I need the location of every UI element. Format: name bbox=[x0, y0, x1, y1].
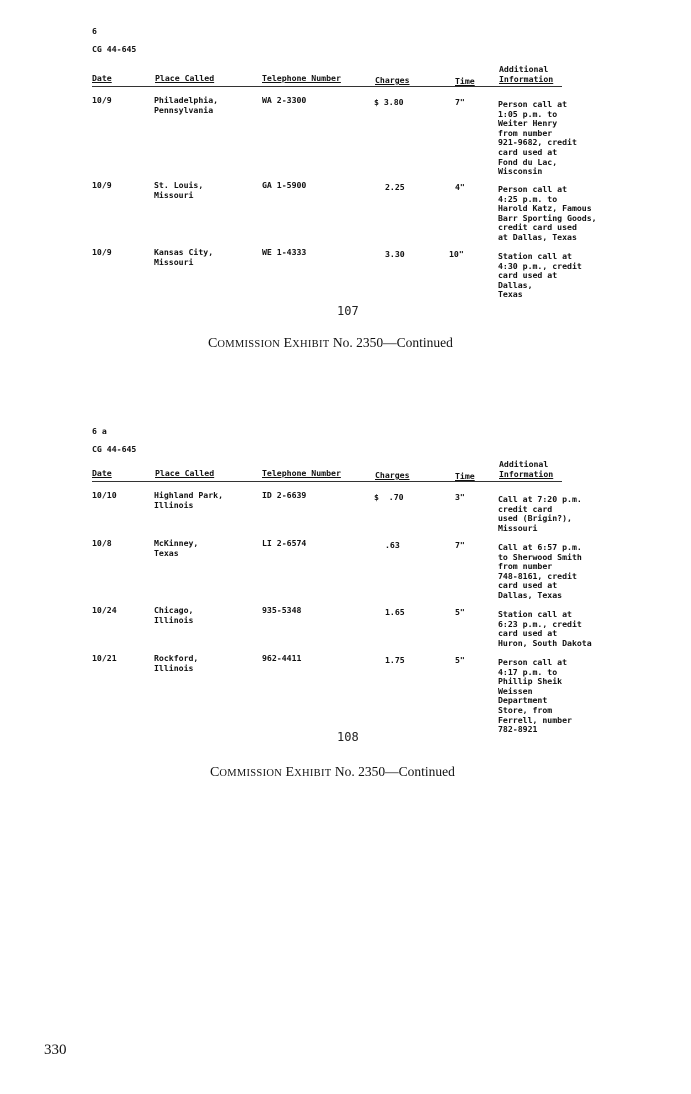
header-phone: Telephone Number bbox=[262, 73, 341, 83]
row-info: 6:23 p.m., credit bbox=[498, 618, 582, 629]
row-info: credit card bbox=[498, 503, 553, 514]
row-info: from number bbox=[498, 127, 553, 138]
row-charges: .63 bbox=[385, 540, 400, 550]
row-date: 10/8 bbox=[92, 538, 112, 548]
row-info: Harold Katz, Famous bbox=[498, 203, 592, 214]
row-info: card used at bbox=[498, 580, 558, 591]
header-info-line2: Information bbox=[499, 469, 554, 479]
row-info: Person call at bbox=[498, 99, 568, 109]
row-phone: 935-5348 bbox=[262, 605, 302, 615]
row-info: 748-8161, credit bbox=[498, 570, 577, 581]
caption-rest: No. 2350—Continued bbox=[334, 764, 455, 779]
caption-rest: No. 2350—Continued bbox=[332, 335, 453, 350]
row-info: Barr Sporting Goods, bbox=[498, 212, 597, 223]
row-phone: LI 2-6574 bbox=[262, 538, 307, 548]
header-place: Place Called bbox=[155, 468, 215, 478]
row-charges: 2.25 bbox=[385, 182, 405, 192]
header-charges: Charges bbox=[375, 470, 410, 480]
row-place: Highland Park, bbox=[154, 490, 224, 500]
row-date: 10/24 bbox=[92, 605, 117, 615]
row-info: Dallas, Texas bbox=[498, 590, 563, 600]
header-time: Time bbox=[455, 76, 475, 86]
row-info: card used at bbox=[498, 147, 558, 157]
row-info: Person call at bbox=[498, 657, 568, 667]
row-time: 7" bbox=[455, 97, 465, 107]
row-info: 782-8921 bbox=[498, 724, 538, 735]
row-place: St. Louis, bbox=[154, 180, 204, 190]
header-place: Place Called bbox=[155, 73, 215, 83]
row-place: Pennsylvania bbox=[154, 104, 214, 115]
row-time: 5" bbox=[455, 655, 465, 665]
row-info: credit card used bbox=[498, 222, 577, 233]
row-info: 4:17 p.m. to bbox=[498, 666, 558, 677]
caption-e: E bbox=[283, 336, 293, 351]
row-date: 10/9 bbox=[92, 95, 112, 105]
header-time: Time bbox=[455, 471, 475, 481]
row-info: Missouri bbox=[498, 522, 538, 533]
row-charges: 3.30 bbox=[385, 249, 405, 259]
row-info: from number bbox=[498, 561, 553, 572]
page-id: 6 a bbox=[92, 426, 107, 436]
row-info: Call at 6:57 p.m. bbox=[498, 542, 582, 552]
row-charges: 1.75 bbox=[385, 655, 405, 665]
row-info: Dallas, bbox=[498, 279, 533, 290]
row-info: 1:05 p.m. to bbox=[498, 108, 558, 119]
row-info: card used at bbox=[498, 628, 558, 639]
header-phone: Telephone Number bbox=[262, 468, 341, 478]
row-place: Missouri bbox=[154, 189, 194, 200]
row-date: 10/10 bbox=[92, 490, 117, 500]
exhibit-caption bbox=[208, 335, 453, 352]
row-phone: WA 2-3300 bbox=[262, 95, 307, 105]
row-info: Weiter Henry bbox=[498, 118, 558, 129]
caption-ommission: OMMISSION bbox=[219, 768, 283, 779]
row-phone: 962-4411 bbox=[262, 653, 302, 663]
row-info: card used at bbox=[498, 270, 558, 281]
exhibit-caption bbox=[210, 764, 455, 781]
file-number: CG 44-645 bbox=[92, 44, 137, 54]
row-charges: 1.65 bbox=[385, 607, 405, 617]
row-place: Missouri bbox=[154, 256, 194, 267]
header-date: Date bbox=[92, 73, 112, 83]
row-time: 7" bbox=[455, 540, 465, 550]
row-place: Illinois bbox=[154, 614, 194, 625]
header-charges: Charges bbox=[375, 75, 410, 85]
row-info: Store, from bbox=[498, 705, 553, 715]
row-info: to Sherwood Smith bbox=[498, 551, 582, 562]
row-phone: ID 2-6639 bbox=[262, 490, 307, 500]
row-info: 921-9682, credit bbox=[498, 137, 577, 148]
row-info: Person call at bbox=[498, 184, 568, 194]
row-time: 10" bbox=[449, 249, 464, 259]
row-place: Philadelphia, bbox=[154, 95, 219, 105]
page-number: 330 bbox=[44, 1042, 67, 1058]
row-date: 10/9 bbox=[92, 180, 112, 190]
row-phone: WE 1-4333 bbox=[262, 247, 307, 257]
caption-xhibit: XHIBIT bbox=[292, 339, 330, 350]
row-info: Department bbox=[498, 695, 548, 706]
row-date: 10/9 bbox=[92, 247, 112, 257]
row-info: 4:25 p.m. to bbox=[498, 193, 558, 204]
header-info-line2: Information bbox=[499, 74, 554, 84]
row-info: used (Brigin?), bbox=[498, 513, 572, 524]
row-place: Kansas City, bbox=[154, 247, 214, 257]
exhibit-page-number: 108 bbox=[337, 730, 359, 744]
caption-c: C bbox=[210, 765, 220, 780]
exhibit-page-number: 107 bbox=[337, 304, 359, 318]
caption-ommission: OMMISSION bbox=[217, 339, 281, 350]
header-info-line1: Additional bbox=[499, 459, 549, 469]
header-rule bbox=[92, 481, 562, 482]
caption-xhibit: XHIBIT bbox=[294, 768, 332, 779]
row-time: 4" bbox=[455, 182, 465, 192]
header-rule bbox=[92, 86, 562, 87]
row-info: Phillip Sheik bbox=[498, 676, 563, 687]
row-info: Fond du Lac, bbox=[498, 156, 558, 167]
caption-e: E bbox=[285, 765, 295, 780]
row-info: Texas bbox=[498, 289, 523, 300]
page-id: 6 bbox=[92, 26, 97, 36]
row-time: 3" bbox=[455, 492, 465, 502]
caption-c: C bbox=[208, 336, 218, 351]
row-place: Rockford, bbox=[154, 653, 199, 663]
row-place: Texas bbox=[154, 547, 179, 558]
row-info: Weissen bbox=[498, 685, 533, 696]
file-number: CG 44-645 bbox=[92, 444, 137, 454]
row-info: Wisconsin bbox=[498, 166, 543, 177]
row-info: at Dallas, Texas bbox=[498, 232, 577, 242]
row-info: Ferrell, number bbox=[498, 714, 572, 725]
row-charges: $ .70 bbox=[374, 492, 404, 502]
row-place: Illinois bbox=[154, 662, 194, 673]
row-time: 5" bbox=[455, 607, 465, 617]
row-date: 10/21 bbox=[92, 653, 117, 663]
row-info: Station call at bbox=[498, 251, 572, 261]
row-place: McKinney, bbox=[154, 538, 199, 548]
header-date: Date bbox=[92, 468, 112, 478]
row-info: Huron, South Dakota bbox=[498, 637, 592, 648]
row-info: 4:30 p.m., credit bbox=[498, 260, 582, 271]
row-phone: GA 1-5900 bbox=[262, 180, 307, 190]
row-place: Chicago, bbox=[154, 605, 194, 615]
row-info: Call at 7:20 p.m. bbox=[498, 494, 582, 504]
row-info: Station call at bbox=[498, 609, 572, 619]
header-info-line1: Additional bbox=[499, 64, 549, 74]
row-charges: $ 3.80 bbox=[374, 97, 404, 107]
row-place: Illinois bbox=[154, 499, 194, 510]
